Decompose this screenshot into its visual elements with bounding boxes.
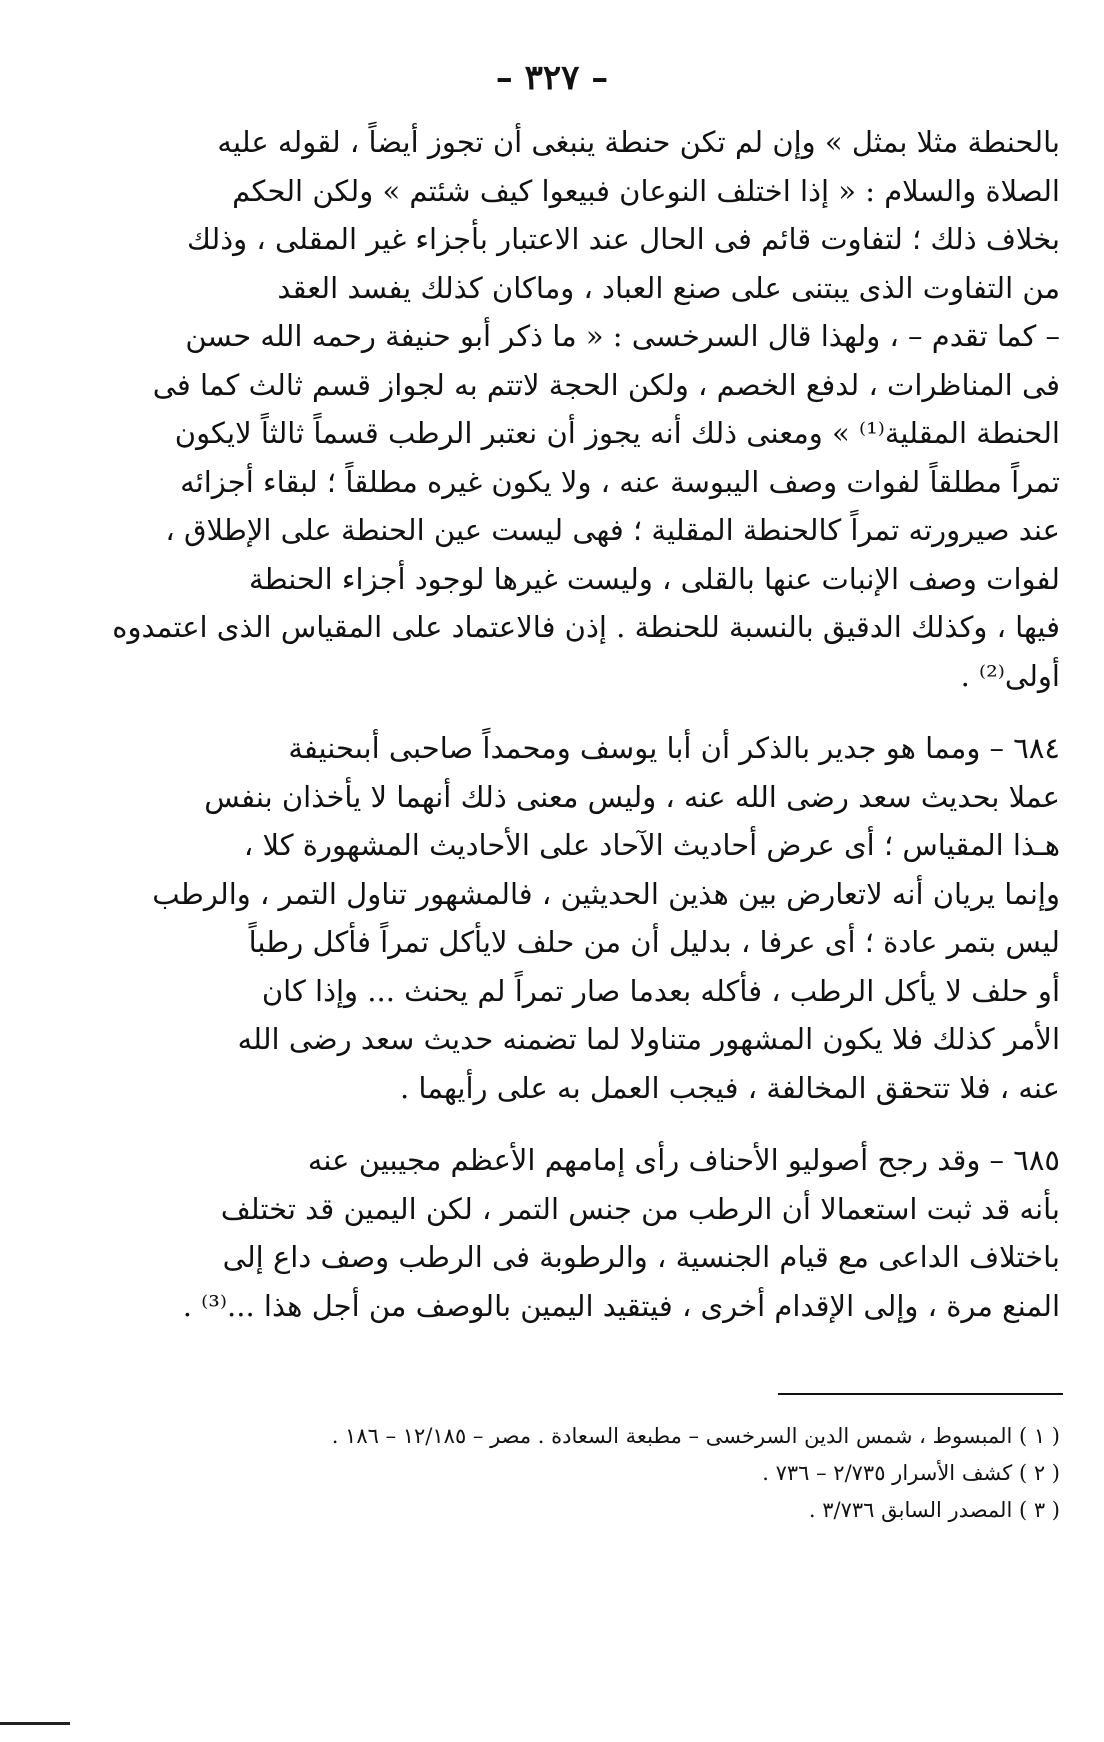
text-line: فيها ، وكذلك الدقيق بالنسبة للحنطة . إذن فالاعتماد على المقياس الذى اعتمدوه (112, 610, 1060, 644)
text-line: – كما تقدم – ، ولهذا قال السرخسى : « ما ذكر أبو حنيفة رحمه الله حسن (185, 319, 1060, 353)
footnote-divider (778, 1393, 1063, 1395)
page-number: – ٣٢٧ – (495, 58, 609, 98)
text-line: المنع مرة ، وإلى الإقدام أخرى ، فيتقيد اليمين بالوصف من أجل هذا ...⁽³⁾ . (182, 1288, 1060, 1323)
text-line: لفوات وصف الإنبات عنها بالقلى ، وليست غيرها لوجود أجزاء الحنطة (248, 561, 1060, 596)
text-line: تمراً مطلقاً لفوات وصف اليبوسة عنه ، ولا يكون غيره مطلقاً ؛ لبقاء أجزائه (180, 464, 1060, 499)
text-line: من التفاوت الذى يبتنى على صنع العباد ، وماكان كذلك يفسد العقد (277, 270, 1060, 305)
text-line: عند صيرورته تمراً كالحنطة المقلية ؛ فهى ليست عين الحنطة على الإطلاق ، (165, 513, 1060, 547)
text-line: وإنما يريان أنه لاتعارض بين هذين الحديثين ، فالمشهور تناول التمر ، والرطب (152, 876, 1060, 911)
text-line: أو حلف لا يأكل الرطب ، فأكله بعدما صار تمراً لم يحنث ... وإذا كان (261, 973, 1060, 1008)
text-line: الحنطة المقلية⁽¹⁾ » ومعنى ذلك أنه يجوز أن نعتبر الرطب قسماً ثالثاً لايكون (174, 416, 1060, 450)
page-edge-mark (0, 1722, 70, 1725)
text-line: الأمر كذلك فلا يكون المشهور متناولا لما تضمنه حديث سعد رضى الله (237, 1022, 1060, 1056)
text-line: بالحنطة مثلا بمثل » وإن لم تكن حنطة ينبغى أن تجوز أيضاً ، لقوله عليه (217, 125, 1060, 159)
paragraph-684 (152, 724, 1060, 1112)
text-line: عملا بحديث سعد رضى الله عنه ، وليس معنى ذلك أنهما لا يأخذان بنفس (204, 779, 1060, 814)
paragraph-gap (248, 1112, 1060, 1136)
text-line: بأنه قد ثبت استعمالا أن الرطب من جنس التمر ، لكن اليمين قد تختلف (220, 1191, 1060, 1226)
paragraph-685 (182, 1136, 1060, 1330)
main-text (112, 118, 1060, 1330)
footnotes (248, 1418, 1060, 1529)
paragraph-gap (248, 700, 1060, 724)
text-line: ليس بتمر عادة ؛ أى عرفا ، بدليل أن من حلف لايأكل تمراً فأكل رطباً (248, 925, 1060, 959)
paragraph-1 (112, 118, 1060, 700)
text-line: الصلاة والسلام : « إذا اختلف النوعان فبيعوا كيف شئتم » ولكن الحكم (232, 173, 1060, 208)
text-line: أولى⁽²⁾ . (960, 658, 1060, 693)
text-line: باختلاف الداعى مع قيام الجنسية ، والرطوبة فى الرطب وصف داع إلى (222, 1240, 1060, 1274)
footnote-1: ( ١ ) المبسوط ، شمس الدين السرخسى – مطبعة السعادة . مصر – ١٢/١٨٥ – ١٨٦ . (331, 1424, 1060, 1448)
text-line: ٦٨٥ – وقد رجح أصوليو الأحناف رأى إمامهم الأعظم مجيبين عنه (307, 1143, 1060, 1177)
text-line: ٦٨٤ – ومما هو جدير بالذكر أن أبا يوسف ومحمداً صاحبى أبىحنيفة (288, 731, 1060, 765)
footnote-3: ( ٣ ) المصدر السابق ٣/٧٣٦ . (808, 1498, 1060, 1522)
text-line: فى المناظرات ، لدفع الخصم ، ولكن الحجة لاتتم به لجواز قسم ثالث كما فى (152, 367, 1060, 402)
text-line: هـذا المقياس ؛ أى عرض أحاديث الآحاد على الأحاديث المشهورة كلا ، (243, 828, 1060, 862)
footnote-2: ( ٢ ) كشف الأسرار ٢/٧٣٥ – ٧٣٦ . (762, 1461, 1060, 1485)
text-line: بخلاف ذلك ؛ لتفاوت قائم فى الحال عند الاعتبار بأجزاء غير المقلى ، وذلك (186, 222, 1060, 256)
text-line: عنه ، فلا تتحقق المخالفة ، فيجب العمل به على رأيهما . (400, 1070, 1060, 1105)
